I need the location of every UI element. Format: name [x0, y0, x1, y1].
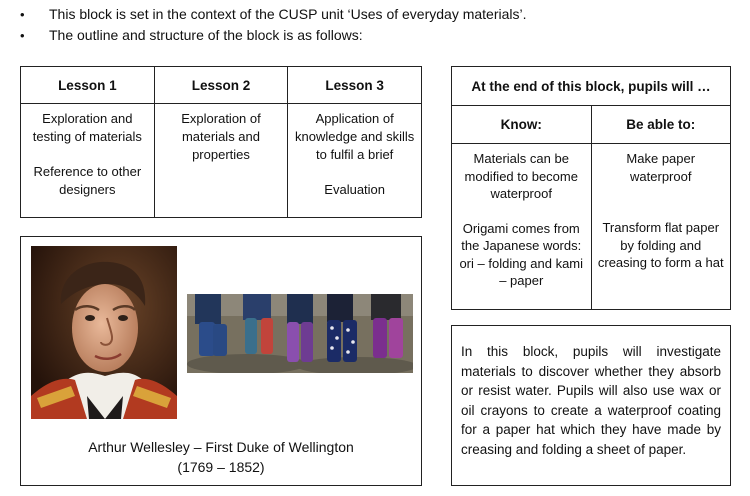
- bullet-icon: •: [20, 28, 25, 43]
- caption-dates: (1769 – 1852): [177, 459, 265, 475]
- lesson-2-cell: [154, 104, 288, 218]
- intro-bullet-text: The outline and structure of the block is as follows:: [49, 27, 363, 43]
- lesson-3-header: Lesson 3: [288, 67, 422, 104]
- know-item: Origami comes from the Japanese words: ori – folding and kami – paper: [459, 220, 584, 288]
- intro-bullet: [20, 25, 740, 46]
- caption-name: Arthur Wellesley – First Duke of Wellington: [88, 439, 354, 455]
- lesson-1-item: Exploration and testing of materials: [32, 111, 142, 144]
- block-summary: [451, 325, 731, 486]
- bullet-icon: •: [20, 7, 25, 22]
- able-cell: [591, 144, 731, 310]
- lesson-2-header: Lesson 2: [154, 67, 288, 104]
- able-header: Be able to:: [591, 106, 731, 144]
- intro-bullets: [20, 4, 740, 46]
- able-item: Make paper waterproof: [626, 151, 696, 184]
- lessons-table: [20, 66, 422, 218]
- intro-bullet-text: This block is set in the context of the CUSP unit ‘Uses of everyday materials’.: [49, 6, 527, 22]
- summary-text: In this block, pupils will investigate materials to discover whether they absorb or resist water. Pupils will also use wax or oil crayons to create a waterproof coating for a paper hat which they have made by creasing and folding a sheet of paper.: [461, 344, 721, 457]
- outcomes-table: [451, 66, 731, 310]
- lesson-1-cell: [21, 104, 155, 218]
- lesson-3-cell: [288, 104, 422, 218]
- able-item: Transform flat paper by folding and creasing to form a hat: [597, 220, 724, 270]
- lesson-1-header: Lesson 1: [21, 67, 155, 104]
- know-header: Know:: [452, 106, 592, 144]
- know-cell: [452, 144, 592, 310]
- wellington-portrait: [31, 246, 177, 419]
- know-item: Materials can be modified to become waterproof: [464, 151, 578, 201]
- outcomes-title: At the end of this block, pupils will …: [452, 67, 731, 106]
- lesson-1-item: Reference to other designers: [33, 164, 142, 197]
- intro-bullet: [20, 4, 740, 25]
- lesson-3-item: Evaluation: [324, 182, 386, 197]
- picture-panel: [20, 236, 422, 486]
- lesson-3-item: Application of knowledge and skills to fulfil a brief: [295, 111, 415, 162]
- portrait-caption: [21, 437, 421, 477]
- wellington-boots-photo: [187, 294, 413, 373]
- lesson-2-item: Exploration of materials and properties: [181, 111, 261, 162]
